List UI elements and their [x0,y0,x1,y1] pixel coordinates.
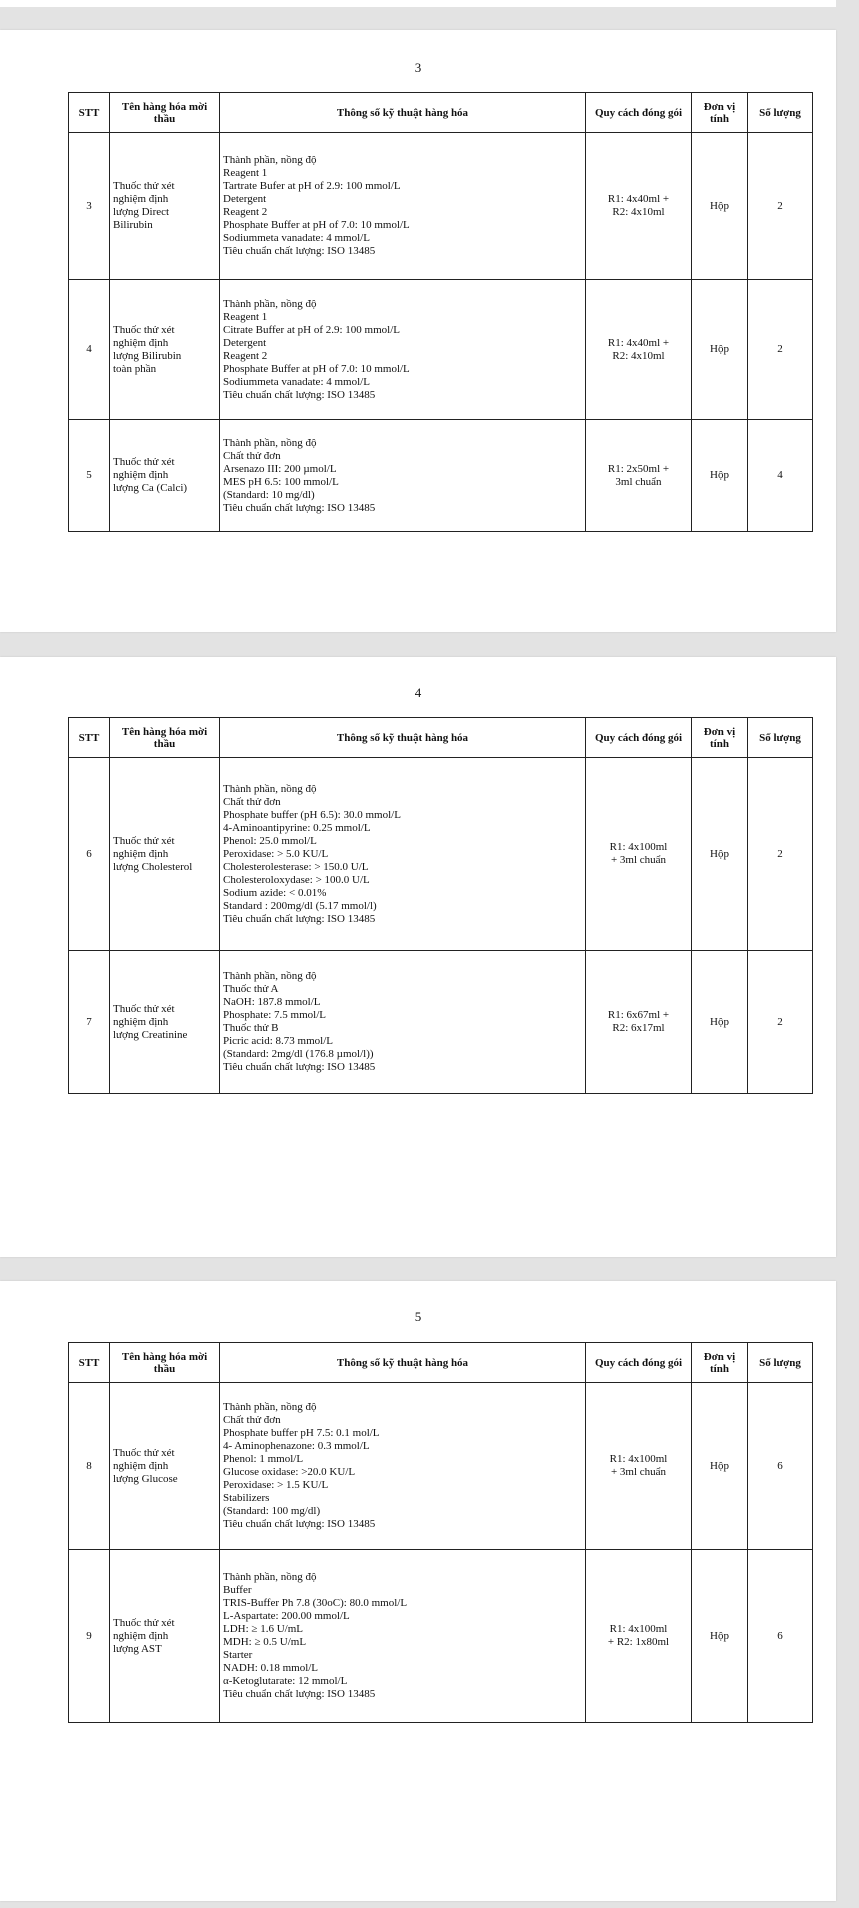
header-pack: Quy cách đóng gói [586,718,692,758]
cell-line: NaOH: 187.8 mmol/L [223,996,321,1008]
cell-specification [220,280,586,420]
cell-line: Thuốc thử xét [113,456,175,468]
cell-line: Phenol: 1 mmol/L [223,1453,304,1465]
cell-line: R2: 4x10ml [612,349,665,362]
spec-table [68,717,813,1094]
cell-specification [220,1550,586,1723]
cell-stt: 4 [69,280,110,420]
header-pack: Quy cách đóng gói [586,93,692,133]
cell-quantity: 2 [748,133,813,280]
cell-line: Thành phần, nồng độ [223,782,317,795]
cell-line: Thuốc thử xét [113,323,175,336]
cell-stt: 8 [69,1383,110,1550]
cell-product-name [110,280,220,420]
cell-line: Chất thử đơn [223,795,281,808]
cell-line: lượng Direct [113,206,170,218]
cell-packaging [586,420,692,532]
header-stt: STT [69,1343,110,1383]
cell-line: (Standard: 2mg/dl (176.8 µmol/l)) [223,1048,374,1060]
cell-line: Tartrate Bufer at pH of 2.9: 100 mmol/L [223,180,401,192]
cell-stt: 7 [69,951,110,1094]
cell-product-name [110,1550,220,1723]
cell-line: Sodiummeta vanadate: 4 mmol/L [223,232,370,244]
cell-line: Tiêu chuẩn chất lượng: ISO 13485 [223,1518,376,1530]
cell-line: Detergent [223,336,267,349]
cell-line: lượng Bilirubin [113,349,182,362]
cell-line: Thành phần, nồng độ [223,1571,317,1583]
cell-line: Tiêu chuẩn chất lượng: ISO 13485 [223,388,376,401]
cell-line: R1: 4x100ml [609,1453,668,1465]
header-stt: STT [69,93,110,133]
cell-line: Starter [223,1649,253,1661]
cell-line: Phosphate buffer (pH 6.5): 30.0 mmol/L [223,808,401,821]
cell-line: R2: 4x10ml [612,206,665,218]
cell-quantity: 2 [748,280,813,420]
cell-line: LDH: ≥ 1.6 U/mL [223,1623,303,1635]
cell-line: Reagent 2 [223,206,268,218]
cell-line: Thuốc thử xét [113,180,175,192]
cell-line: Thuốc thử B [223,1022,279,1034]
header-name: Tên hàng hóa mời thầu [110,1343,220,1383]
cell-line: nghiệm định [113,193,169,205]
cell-line: Thành phần, nồng độ [223,436,317,449]
header-row [69,93,813,133]
cell-line: nghiệm định [113,336,169,349]
cell-line: Glucose oxidase: >20.0 KU/L [223,1466,356,1478]
header-row [69,718,813,758]
cell-line: Phosphate Buffer at pH of 7.0: 10 mmol/L [223,219,410,231]
cell-packaging [586,1550,692,1723]
cell-line: R1: 2x50ml + [607,462,670,475]
cell-quantity: 6 [748,1383,813,1550]
cell-unit: Hộp [692,951,748,1094]
cell-line: Tiêu chuẩn chất lượng: ISO 13485 [223,501,376,514]
cell-line: R2: 6x17ml [612,1022,665,1034]
header-qty: Số lượng [748,93,813,133]
table-row [69,1383,813,1550]
cell-line: Stabilizers [223,1492,270,1504]
cell-line: Sodium azide: < 0.01% [223,886,327,899]
cell-line: Thành phần, nồng độ [223,970,317,982]
table-row [69,133,813,280]
cell-line: Phosphate buffer pH 7.5: 0.1 mol/L [223,1427,380,1439]
cell-line: Arsenazo III: 200 µmol/L [223,462,337,475]
page-number: 3 [414,60,422,75]
cell-specification [220,1383,586,1550]
cell-line: + 3ml chuẩn [610,1466,667,1478]
cell-unit: Hộp [692,758,748,951]
cell-line: nghiệm định [113,847,169,860]
cell-line: Thành phần, nồng độ [223,1401,317,1413]
cell-line: Cholesteroloxydase: > 100.0 U/L [223,873,370,886]
cell-line: lượng Glucose [113,1472,178,1485]
cell-stt: 9 [69,1550,110,1723]
cell-packaging [586,280,692,420]
document-page [0,30,836,632]
cell-line: MES pH 6.5: 100 mmol/L [223,475,339,488]
cell-line: Tiêu chuẩn chất lượng: ISO 13485 [223,1061,376,1073]
spec-table [68,1342,813,1723]
header-spec: Thông số kỹ thuật hàng hóa [220,1343,586,1383]
table-row [69,420,813,532]
cell-packaging [586,758,692,951]
cell-specification [220,951,586,1094]
cell-unit: Hộp [692,133,748,280]
cell-line: Phosphate: 7.5 mmol/L [223,1009,326,1021]
cell-line: Detergent [223,193,267,205]
cell-line: 3ml chuẩn [615,475,662,488]
header-name: Tên hàng hóa mời thầu [110,93,220,133]
cell-packaging [586,1383,692,1550]
table-row [69,280,813,420]
cell-unit: Hộp [692,420,748,532]
cell-packaging [586,951,692,1094]
cell-line: nghiệm định [113,1459,169,1472]
cell-line: Reagent 1 [223,310,268,323]
spec-table [68,92,813,532]
cell-line: Thuốc thử xét [113,1002,175,1015]
header-pack: Quy cách đóng gói [586,1343,692,1383]
table-row [69,758,813,951]
cell-line: Sodiummeta vanadate: 4 mmol/L [223,375,370,388]
cell-line: Thuốc thử A [223,983,279,995]
cell-line: Standard : 200mg/dl (5.17 mmol/l) [223,899,377,912]
cell-line: R1: 4x100ml [609,841,668,853]
cell-line: nghiệm định [113,1015,169,1028]
cell-quantity: 6 [748,1550,813,1723]
cell-line: Phosphate Buffer at pH of 7.0: 10 mmol/L [223,362,410,375]
cell-line: lượng AST [113,1642,162,1655]
cell-line: Thuốc thử xét [113,1446,175,1459]
cell-specification [220,133,586,280]
cell-product-name [110,133,220,280]
page-number: 5 [414,1309,422,1324]
cell-line: lượng Ca (Calci) [113,482,188,494]
cell-line: nghiệm định [113,469,169,481]
cell-product-name [110,951,220,1094]
cell-line: R1: 4x40ml + [607,336,670,349]
cell-line: Buffer [223,1584,252,1596]
cell-line: Tiêu chuẩn chất lượng: ISO 13485 [223,1688,376,1700]
cell-line: L-Aspartate: 200.00 mmol/L [223,1610,350,1622]
cell-line: Thành phần, nồng độ [223,297,317,310]
cell-specification [220,758,586,951]
cell-line: toàn phần [113,362,157,375]
table-row [69,1550,813,1723]
cell-line: R1: 4x100ml [609,1623,668,1635]
cell-line: NADH: 0.18 mmol/L [223,1662,319,1674]
cell-line: Tiêu chuẩn chất lượng: ISO 13485 [223,912,376,925]
cell-line: Tiêu chuẩn chất lượng: ISO 13485 [223,245,376,257]
cell-stt: 3 [69,133,110,280]
cell-line: + R2: 1x80ml [607,1636,670,1648]
cell-line: nghiệm định [113,1629,169,1642]
cell-quantity: 2 [748,758,813,951]
header-qty: Số lượng [748,718,813,758]
cell-product-name [110,420,220,532]
cell-quantity: 4 [748,420,813,532]
header-unit: Đơn vị tính [692,1343,748,1383]
cell-line: (Standard: 10 mg/dl) [223,488,315,501]
document-page [0,657,836,1257]
cell-unit: Hộp [692,280,748,420]
cell-product-name [110,758,220,951]
header-unit: Đơn vị tính [692,718,748,758]
cell-unit: Hộp [692,1383,748,1550]
document-page [0,1281,836,1901]
cell-unit: Hộp [692,1550,748,1723]
cell-line: R1: 4x40ml + [607,193,670,205]
cell-line: α-Ketoglutarate: 12 mmol/L [223,1675,348,1687]
header-unit: Đơn vị tính [692,93,748,133]
cell-line: Peroxidase: > 1.5 KU/L [223,1479,329,1491]
cell-line: 4-Aminoantipyrine: 0.25 mmol/L [223,821,371,834]
header-name: Tên hàng hóa mời thầu [110,718,220,758]
cell-packaging [586,133,692,280]
header-spec: Thông số kỹ thuật hàng hóa [220,718,586,758]
cell-line: Picric acid: 8.73 mmol/L [223,1035,333,1047]
cell-product-name [110,1383,220,1550]
cell-stt: 6 [69,758,110,951]
header-row [69,1343,813,1383]
cell-line: lượng Creatinine [113,1028,188,1041]
cell-line: + 3ml chuẩn [610,854,667,866]
cell-line: Peroxidase: > 5.0 KU/L [223,847,329,860]
cell-specification [220,420,586,532]
cell-line: Thành phần, nồng độ [223,154,317,166]
previous-page-edge [0,0,836,7]
cell-line: 4- Aminophenazone: 0.3 mmol/L [223,1440,370,1452]
cell-line: Chất thử đơn [223,449,281,462]
cell-line: Reagent 1 [223,167,268,179]
cell-quantity: 2 [748,951,813,1094]
cell-line: MDH: ≥ 0.5 U/mL [223,1636,307,1648]
cell-stt: 5 [69,420,110,532]
header-qty: Số lượng [748,1343,813,1383]
cell-line: Cholesterolesterase: > 150.0 U/L [223,860,369,873]
cell-line: Chất thử đơn [223,1414,281,1426]
cell-line: R1: 6x67ml + [607,1009,670,1021]
cell-line: Thuốc thử xét [113,834,175,847]
cell-line: Bilirubin [113,219,153,231]
cell-line: TRIS-Buffer Ph 7.8 (30oC): 80.0 mmol/L [223,1597,408,1609]
cell-line: Citrate Buffer at pH of 2.9: 100 mmol/L [223,323,400,336]
table-row [69,951,813,1094]
header-spec: Thông số kỹ thuật hàng hóa [220,93,586,133]
cell-line: Reagent 2 [223,349,268,362]
cell-line: lượng Cholesterol [113,860,193,873]
cell-line: Thuốc thử xét [113,1616,175,1629]
cell-line: (Standard: 100 mg/dl) [223,1505,321,1517]
cell-line: Phenol: 25.0 mmol/L [223,834,317,847]
header-stt: STT [69,718,110,758]
page-number: 4 [414,685,422,700]
